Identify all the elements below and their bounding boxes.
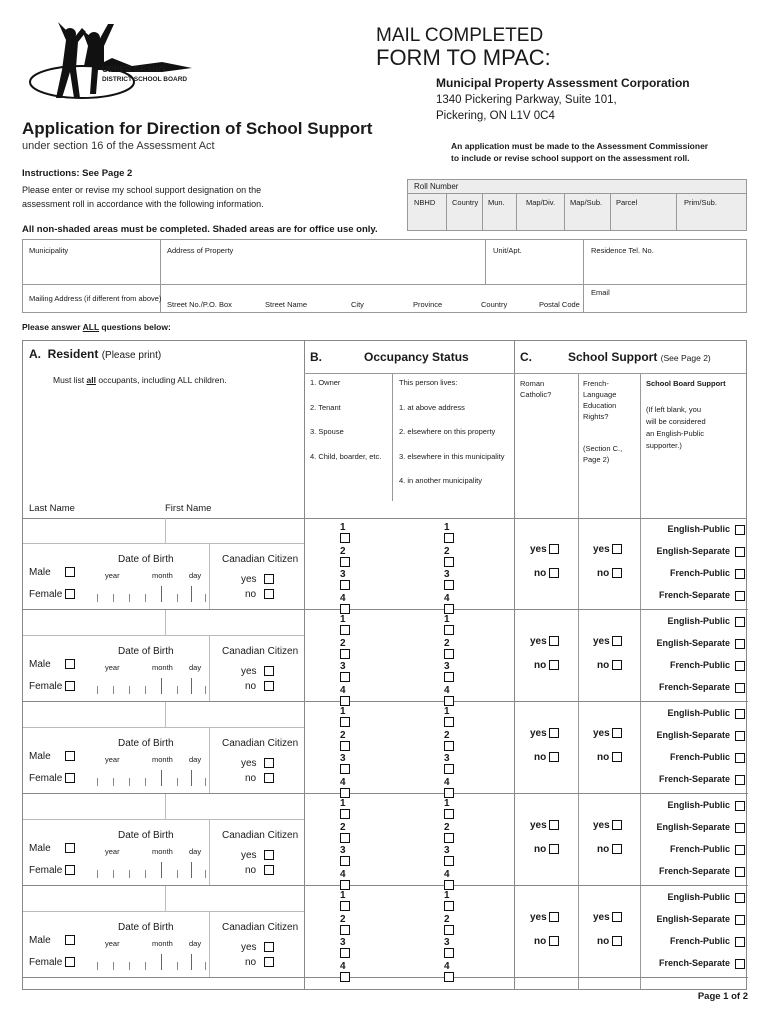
french-yes: yes xyxy=(593,912,622,923)
year-label: year xyxy=(105,663,120,672)
dob-input[interactable] xyxy=(95,676,207,694)
roll-col: Map/Sub. xyxy=(570,198,603,207)
roman-no: no xyxy=(534,568,559,579)
resident-row: Male Female Date of Birth year month day Canadian Citizen yes no 1 2 3 4 1 2 3 4 yes no yes no English-Public English-Separate French-Public French-Separate xyxy=(23,518,748,610)
resident-row: Male Female Date of Birth year month day Canadian Citizen yes no 1 2 3 4 1 2 3 4 yes no yes no English-Public English-Separate French-Public French-Separate xyxy=(23,610,748,702)
roll-number-box xyxy=(407,179,747,231)
roman-no-checkbox[interactable] xyxy=(549,568,559,578)
month-label: month xyxy=(152,755,173,764)
first-name-input[interactable] xyxy=(167,796,303,818)
day-label: day xyxy=(189,571,202,580)
status-checkbox[interactable] xyxy=(340,948,350,958)
notice-line2: to include or revise school support on the assessment roll. xyxy=(451,153,690,163)
logo-figures-icon xyxy=(22,20,222,105)
resident-row: Male Female Date of Birth year month day Canadian Citizen yes no 1 2 3 4 1 2 3 4 yes no yes no English-Public English-Separate French-Public French-Separate xyxy=(23,702,748,794)
board-checkbox[interactable] xyxy=(735,709,745,719)
mail-line1: MAIL COMPLETED xyxy=(376,25,544,46)
status-checkbox[interactable] xyxy=(340,625,350,635)
lives-checkbox[interactable] xyxy=(444,833,454,843)
year-label: year xyxy=(105,939,120,948)
nonshaded-note: All non-shaded areas must be completed. Shaded areas are for office use only. xyxy=(22,224,378,235)
french-no: no xyxy=(597,568,622,579)
lives-checkbox[interactable] xyxy=(444,948,454,958)
first-name-label: First Name xyxy=(165,503,212,514)
mpac-addr2: Pickering, ON L1V 0C4 xyxy=(436,110,555,122)
unit-field[interactable]: Unit/Apt. xyxy=(493,246,522,255)
roman-yes-checkbox[interactable] xyxy=(549,912,559,922)
status-checkbox[interactable] xyxy=(340,925,350,935)
french-note: (Section C., Page 2) xyxy=(583,444,623,464)
french-no: no xyxy=(597,844,622,855)
last-name-label: Last Name xyxy=(29,503,75,514)
roman-no: no xyxy=(534,936,559,947)
status-child: 4. Child, boarder, etc. xyxy=(310,452,382,461)
sbs-note: (If left blank, you will be considered an English-Public supporter.) xyxy=(646,405,706,450)
french-rights-label: French- Language Education Rights? xyxy=(583,379,617,421)
male-checkbox[interactable] xyxy=(65,567,75,577)
page-subtitle: under section 16 of the Assessment Act xyxy=(22,140,215,152)
mailing-address-label: Mailing Address (if different from above) xyxy=(29,294,162,303)
province-field[interactable]: Province xyxy=(413,300,443,309)
logo xyxy=(22,20,222,105)
section-c-header: C. School Support (See Page 2) xyxy=(520,350,711,364)
status-checkbox[interactable] xyxy=(340,672,350,682)
page-title: Application for Direction of School Support xyxy=(22,119,373,138)
french-no-checkbox[interactable] xyxy=(612,568,622,578)
roman-no-checkbox[interactable] xyxy=(549,752,559,762)
roll-col: NBHD xyxy=(414,198,436,207)
female-label: Female xyxy=(29,589,63,600)
roman-yes-checkbox[interactable] xyxy=(549,544,559,554)
status-spouse: 3. Spouse xyxy=(310,427,344,436)
board-checkbox[interactable] xyxy=(735,683,745,693)
male-label: Male xyxy=(29,567,51,578)
status-checkbox[interactable] xyxy=(340,833,350,843)
roman-no: no xyxy=(534,660,559,671)
board-checkbox[interactable] xyxy=(735,823,745,833)
lives-checkbox[interactable] xyxy=(444,533,454,543)
mpac-name: Municipal Property Assessment Corporation xyxy=(436,76,690,90)
board-checkbox[interactable] xyxy=(735,617,745,627)
board-checkbox[interactable] xyxy=(735,959,745,969)
city-field[interactable]: City xyxy=(351,300,364,309)
male-checkbox[interactable] xyxy=(65,935,75,945)
dob-label: Date of Birth xyxy=(118,830,174,841)
french-yes: yes xyxy=(593,728,622,739)
citizen-no-checkbox[interactable] xyxy=(264,589,274,599)
lives-checkbox[interactable] xyxy=(444,580,454,590)
board-checkbox[interactable] xyxy=(735,569,745,579)
citizen-no-label: no xyxy=(245,865,257,876)
lives-checkbox[interactable] xyxy=(444,972,454,982)
day-label: day xyxy=(189,847,202,856)
citizen-no-label: no xyxy=(245,681,257,692)
citizen-yes-checkbox[interactable] xyxy=(264,942,274,952)
female-checkbox[interactable] xyxy=(65,865,75,875)
citizen-label: Canadian Citizen xyxy=(222,922,299,933)
roman-yes-checkbox[interactable] xyxy=(549,728,559,738)
board-checkbox[interactable] xyxy=(735,893,745,903)
resident-row: Male Female Date of Birth year month day Canadian Citizen yes no 1 2 3 4 1 2 3 4 yes no yes no English-Public English-Separate French-Public French-Separate xyxy=(23,794,748,886)
roman-no: no xyxy=(534,752,559,763)
french-no-checkbox[interactable] xyxy=(612,936,622,946)
dob-label: Date of Birth xyxy=(118,646,174,657)
french-no: no xyxy=(597,660,622,671)
day-label: day xyxy=(189,663,202,672)
lives-checkbox[interactable] xyxy=(444,856,454,866)
logo-line2: DISTRICT SCHOOL BOARD xyxy=(102,76,188,83)
citizen-no-checkbox[interactable] xyxy=(264,773,274,783)
tel-field[interactable]: Residence Tel. No. xyxy=(591,246,654,255)
lives-title: This person lives: xyxy=(399,378,458,387)
citizen-no-checkbox[interactable] xyxy=(264,957,274,967)
board-checkbox[interactable] xyxy=(735,937,745,947)
board-checkbox[interactable] xyxy=(735,845,745,855)
male-label: Male xyxy=(29,751,51,762)
citizen-yes-checkbox[interactable] xyxy=(264,758,274,768)
roman-yes: yes xyxy=(530,912,559,923)
day-label: day xyxy=(189,939,202,948)
citizen-yes-checkbox[interactable] xyxy=(264,574,274,584)
lives-checkbox[interactable] xyxy=(444,741,454,751)
sbs-title: School Board Support xyxy=(646,379,726,388)
french-no-checkbox[interactable] xyxy=(612,660,622,670)
roman-yes: yes xyxy=(530,820,559,831)
female-label: Female xyxy=(29,773,63,784)
section-b-header: B. Occupancy Status xyxy=(310,350,469,364)
month-label: month xyxy=(152,847,173,856)
status-checkbox[interactable] xyxy=(340,717,350,727)
female-checkbox[interactable] xyxy=(65,681,75,691)
postal-code-field[interactable]: Postal Code xyxy=(539,300,580,309)
french-no-checkbox[interactable] xyxy=(612,752,622,762)
french-no: no xyxy=(597,752,622,763)
roll-label: Roll Number xyxy=(414,182,459,191)
property-address-field[interactable]: Address of Property xyxy=(167,246,234,255)
lives-checkbox[interactable] xyxy=(444,809,454,819)
citizen-label: Canadian Citizen xyxy=(222,830,299,841)
status-checkbox[interactable] xyxy=(340,764,350,774)
roman-yes: yes xyxy=(530,636,559,647)
status-checkbox[interactable] xyxy=(340,533,350,543)
lives-4: 4. in another municipality xyxy=(399,476,482,485)
citizen-yes-label: yes xyxy=(241,942,257,953)
lives-checkbox[interactable] xyxy=(444,764,454,774)
female-label: Female xyxy=(29,957,63,968)
last-name-input[interactable] xyxy=(25,520,163,542)
male-label: Male xyxy=(29,843,51,854)
first-name-input[interactable] xyxy=(167,704,303,726)
lives-1: 1. at above address xyxy=(399,403,465,412)
male-checkbox[interactable] xyxy=(65,843,75,853)
first-name-input[interactable] xyxy=(167,612,303,634)
status-checkbox[interactable] xyxy=(340,580,350,590)
roman-yes: yes xyxy=(530,728,559,739)
roman-no-checkbox[interactable] xyxy=(549,936,559,946)
citizen-yes-label: yes xyxy=(241,574,257,585)
board-checkbox[interactable] xyxy=(735,525,745,535)
board-checkbox[interactable] xyxy=(735,731,745,741)
french-yes: yes xyxy=(593,544,622,555)
first-name-input[interactable] xyxy=(167,520,303,542)
roman-no: no xyxy=(534,844,559,855)
female-label: Female xyxy=(29,681,63,692)
status-checkbox[interactable] xyxy=(340,557,350,567)
status-checkbox[interactable] xyxy=(340,649,350,659)
female-label: Female xyxy=(29,865,63,876)
month-label: month xyxy=(152,571,173,580)
resident-row: Male Female Date of Birth year month day Canadian Citizen yes no 1 2 3 4 1 2 3 4 yes no yes no English-Public English-Separate French-Public French-Separate xyxy=(23,886,748,978)
board-checkbox[interactable] xyxy=(735,639,745,649)
lives-checkbox[interactable] xyxy=(444,901,454,911)
citizen-label: Canadian Citizen xyxy=(222,646,299,657)
mpac-addr1: 1340 Pickering Parkway, Suite 101, xyxy=(436,94,617,106)
roll-col: Map/Div. xyxy=(526,198,556,207)
lives-checkbox[interactable] xyxy=(444,625,454,635)
board-checkbox[interactable] xyxy=(735,867,745,877)
last-name-input[interactable] xyxy=(25,888,163,910)
citizen-no-checkbox[interactable] xyxy=(264,681,274,691)
roman-yes-checkbox[interactable] xyxy=(549,820,559,830)
board-checkbox[interactable] xyxy=(735,591,745,601)
roman-yes-checkbox[interactable] xyxy=(549,636,559,646)
last-name-input[interactable] xyxy=(25,612,163,634)
roll-col: Mun. xyxy=(488,198,505,207)
french-yes: yes xyxy=(593,636,622,647)
day-label: day xyxy=(189,755,202,764)
mail-line2: FORM TO MPAC: xyxy=(376,45,551,70)
male-label: Male xyxy=(29,935,51,946)
status-tenant: 2. Tenant xyxy=(310,403,341,412)
status-checkbox[interactable] xyxy=(340,972,350,982)
board-checkbox[interactable] xyxy=(735,775,745,785)
email-field[interactable]: Email xyxy=(591,288,610,297)
dob-input[interactable] xyxy=(95,768,207,786)
citizen-yes-checkbox[interactable] xyxy=(264,666,274,676)
lives-checkbox[interactable] xyxy=(444,717,454,727)
citizen-label: Canadian Citizen xyxy=(222,738,299,749)
citizen-no-label: no xyxy=(245,589,257,600)
instructions-heading: Instructions: See Page 2 xyxy=(22,168,133,179)
citizen-yes-label: yes xyxy=(241,758,257,769)
roman-catholic-label: Roman Catholic? xyxy=(520,379,552,399)
dob-label: Date of Birth xyxy=(118,738,174,749)
board-checkbox[interactable] xyxy=(735,547,745,557)
instructions-line2: assessment roll in accordance with the following information. xyxy=(22,199,264,209)
dob-input[interactable] xyxy=(95,584,207,602)
citizen-yes-label: yes xyxy=(241,666,257,677)
citizen-no-checkbox[interactable] xyxy=(264,865,274,875)
french-yes-checkbox[interactable] xyxy=(612,912,622,922)
board-checkbox[interactable] xyxy=(735,915,745,925)
female-checkbox[interactable] xyxy=(65,773,75,783)
street-name-field[interactable]: Street Name xyxy=(265,300,308,309)
answer-all-note: Please answer ALL questions below: xyxy=(22,322,171,332)
roll-col: Prim/Sub. xyxy=(684,198,717,207)
lives-checkbox[interactable] xyxy=(444,925,454,935)
dob-input[interactable] xyxy=(95,860,207,878)
lives-checkbox[interactable] xyxy=(444,557,454,567)
main-table xyxy=(22,340,747,990)
roman-no-checkbox[interactable] xyxy=(549,660,559,670)
roll-col: Country xyxy=(452,198,479,207)
must-list-note: Must list all occupants, including ALL children. xyxy=(53,375,227,385)
logo-line1: UPPER GRAND xyxy=(102,64,165,74)
month-label: month xyxy=(152,663,173,672)
french-yes-checkbox[interactable] xyxy=(612,820,622,830)
status-checkbox[interactable] xyxy=(340,741,350,751)
citizen-no-label: no xyxy=(245,957,257,968)
notice-line1: An application must be made to the Assessment Commissioner xyxy=(451,141,709,151)
dob-input[interactable] xyxy=(95,952,207,970)
country-field[interactable]: Country xyxy=(481,300,508,309)
dob-label: Date of Birth xyxy=(118,554,174,565)
male-checkbox[interactable] xyxy=(65,659,75,669)
board-checkbox[interactable] xyxy=(735,753,745,763)
last-name-input[interactable] xyxy=(25,704,163,726)
french-no-checkbox[interactable] xyxy=(612,844,622,854)
french-yes: yes xyxy=(593,820,622,831)
roll-col: Parcel xyxy=(616,198,638,207)
lives-checkbox[interactable] xyxy=(444,672,454,682)
citizen-label: Canadian Citizen xyxy=(222,554,299,565)
board-checkbox[interactable] xyxy=(735,801,745,811)
status-checkbox[interactable] xyxy=(340,809,350,819)
dob-label: Date of Birth xyxy=(118,922,174,933)
citizen-yes-checkbox[interactable] xyxy=(264,850,274,860)
french-yes-checkbox[interactable] xyxy=(612,636,622,646)
page-number: Page 1 of 2 xyxy=(697,991,748,1002)
male-label: Male xyxy=(29,659,51,670)
address-box xyxy=(22,239,747,313)
year-label: year xyxy=(105,847,120,856)
citizen-no-label: no xyxy=(245,773,257,784)
citizen-yes-label: yes xyxy=(241,850,257,861)
month-label: month xyxy=(152,939,173,948)
section-a-header: A. Resident (Please print) xyxy=(29,347,162,361)
board-checkbox[interactable] xyxy=(735,661,745,671)
year-label: year xyxy=(105,755,120,764)
year-label: year xyxy=(105,571,120,580)
status-owner: 1. Owner xyxy=(310,378,341,387)
lives-3: 3. elsewhere in this municipality xyxy=(399,452,505,461)
last-name-input[interactable] xyxy=(25,796,163,818)
french-no: no xyxy=(597,936,622,947)
roman-no-checkbox[interactable] xyxy=(549,844,559,854)
status-checkbox[interactable] xyxy=(340,856,350,866)
female-checkbox[interactable] xyxy=(65,957,75,967)
roman-yes: yes xyxy=(530,544,559,555)
instructions-line1: Please enter or revise my school support designation on the xyxy=(22,185,262,195)
lives-checkbox[interactable] xyxy=(444,649,454,659)
first-name-input[interactable] xyxy=(167,888,303,910)
municipality-field[interactable]: Municipality xyxy=(29,246,69,255)
french-yes-checkbox[interactable] xyxy=(612,728,622,738)
status-checkbox[interactable] xyxy=(340,901,350,911)
french-yes-checkbox[interactable] xyxy=(612,544,622,554)
female-checkbox[interactable] xyxy=(65,589,75,599)
male-checkbox[interactable] xyxy=(65,751,75,761)
street-no-field[interactable]: Street No./P.O. Box xyxy=(167,300,232,309)
lives-2: 2. elsewhere on this property xyxy=(399,427,496,436)
